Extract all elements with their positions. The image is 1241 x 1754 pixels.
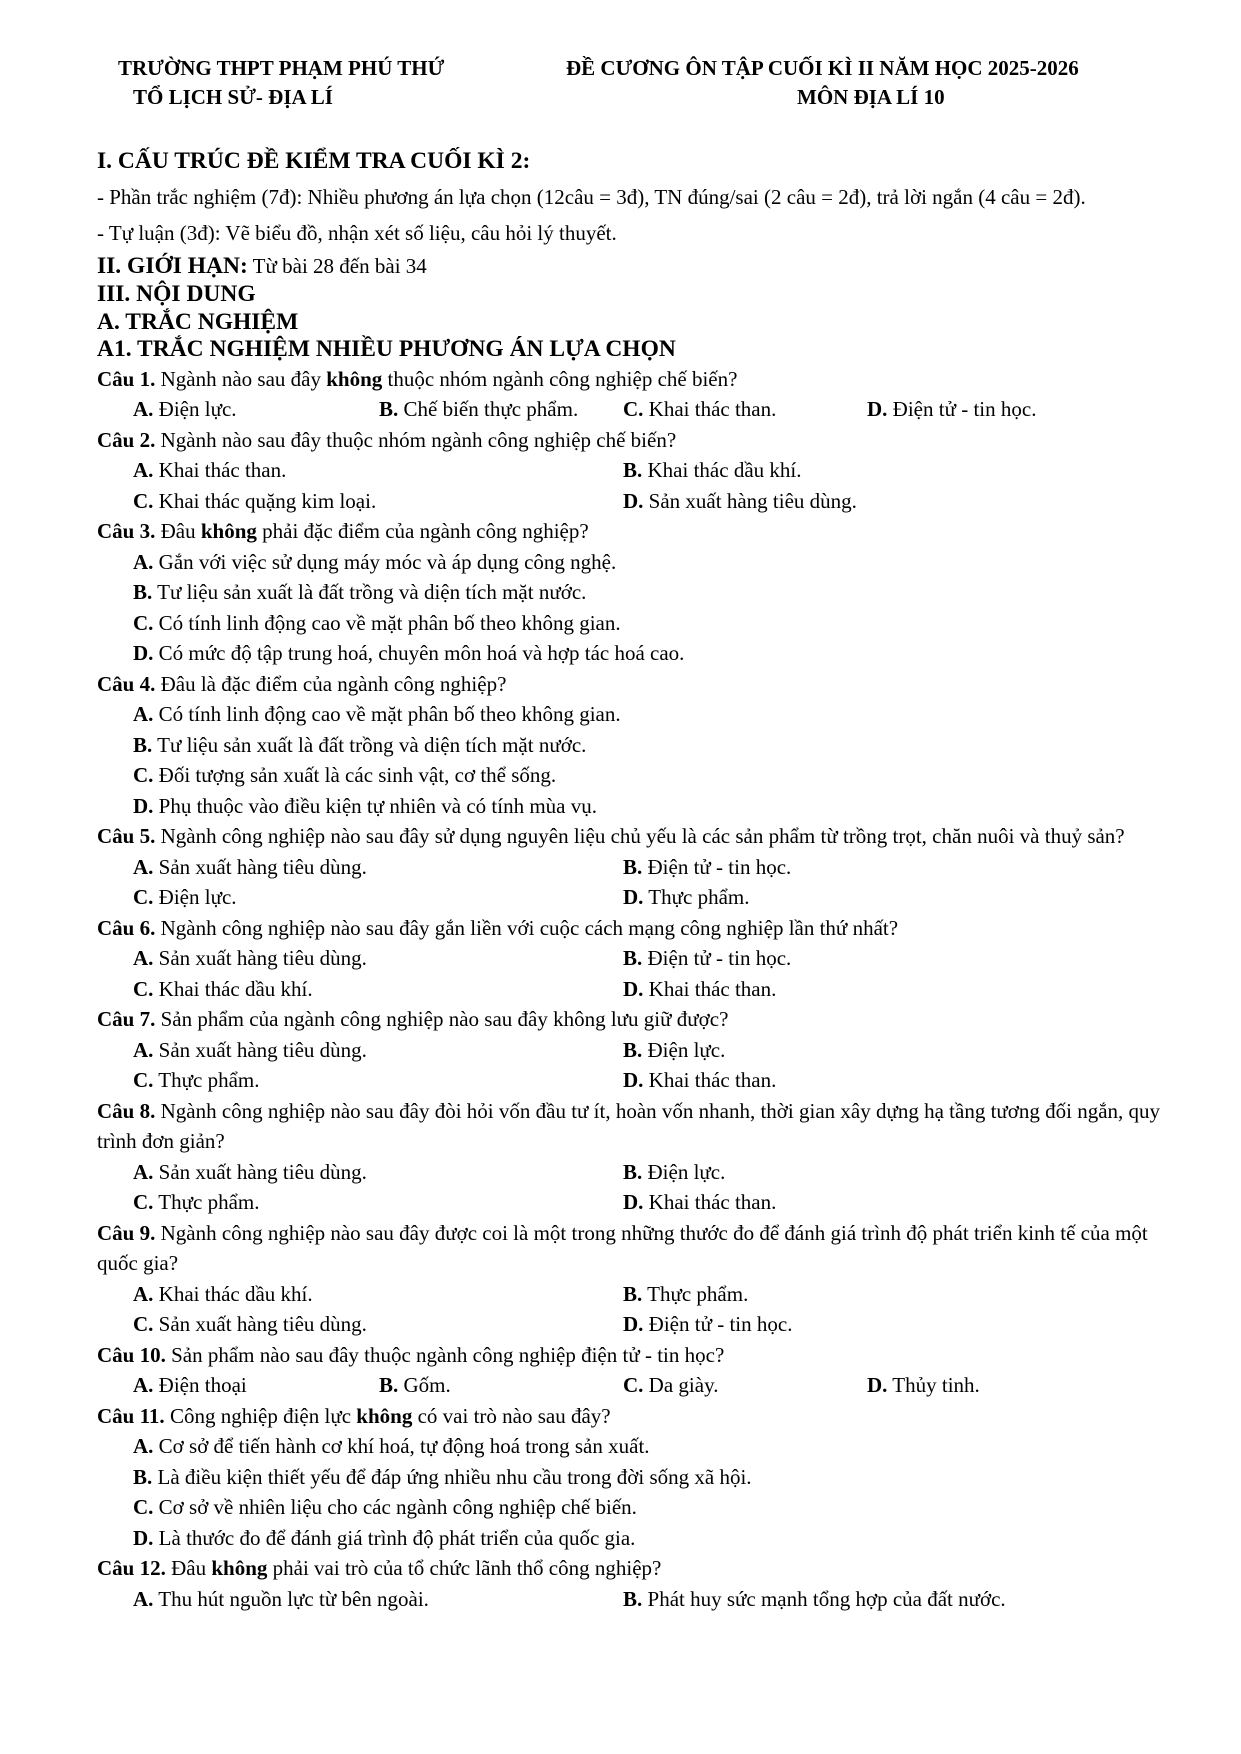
option-row — [97, 852, 1177, 883]
option-row — [97, 394, 1177, 425]
answer-option — [133, 974, 313, 1005]
option-row — [97, 1279, 1177, 1310]
option-text: Điện lực. — [153, 397, 237, 421]
limit-line — [97, 251, 1177, 282]
option-label: A. — [133, 1434, 154, 1458]
option-label: D. — [623, 1190, 644, 1214]
option-label: A. — [133, 1281, 154, 1306]
option-row — [97, 1065, 1177, 1096]
document-body — [97, 146, 1177, 1614]
option-text: Thực phẩm. — [153, 1068, 260, 1092]
answer-option — [379, 1370, 451, 1401]
option-label: B. — [133, 1464, 153, 1489]
school-name: TRƯỜNG THPT PHẠM PHÚ THỨ — [118, 56, 445, 80]
answer-option — [623, 1279, 748, 1310]
option-label: D. — [623, 1312, 644, 1336]
option-label: C. — [133, 976, 154, 1001]
option-text: Có tính linh động cao về mặt phân bố theo không gian. — [153, 702, 621, 726]
option-label: B. — [623, 854, 643, 879]
section-heading: III. NỘI DUNG — [97, 281, 256, 307]
option-label: D. — [133, 641, 154, 665]
option-text: Thủy tinh. — [887, 1373, 980, 1397]
option-label: A. — [133, 549, 154, 574]
question-text: Ngành công nghiệp nào sau đây đòi hỏi vốn đầu tư ít, hoàn vốn nhanh, thời gian xây dựng hạ tầng tương đối ngắn, quy trình đơn giản? — [97, 1098, 1161, 1153]
answer-option — [133, 1035, 367, 1066]
option-label: A. — [133, 702, 154, 726]
question-9 — [97, 1218, 1177, 1279]
answer-option — [133, 1279, 313, 1310]
option-label: B. — [623, 1037, 643, 1062]
option-text: Khai thác than. — [153, 458, 287, 482]
question-text: Đâu là đặc điểm của ngành công nghiệp? — [155, 671, 507, 696]
answer-option — [867, 1370, 980, 1401]
question-text: Ngành công nghiệp nào sau đây được coi là một trong những thước đo để đánh giá trình độ phát triển kinh tế của một quốc gia? — [97, 1220, 1148, 1275]
option-text: Sản xuất hàng tiêu dùng. — [153, 1037, 367, 1062]
question-text: phải đặc điểm của ngành công nghiệp? — [256, 519, 589, 543]
option-label: D. — [133, 793, 154, 818]
answer-option — [623, 1584, 1006, 1615]
question-1 — [97, 364, 1177, 395]
question-text: Ngành nào sau đây thuộc nhóm ngành công nghiệp chế biến? — [155, 427, 677, 452]
answer-option — [97, 1492, 1177, 1523]
answer-option — [623, 1035, 725, 1066]
option-row — [97, 1523, 1177, 1554]
option-row — [97, 1035, 1177, 1066]
option-label: C. — [133, 1190, 154, 1214]
answer-option — [133, 1065, 259, 1096]
question-text: không — [211, 1556, 268, 1580]
option-label: A. — [133, 946, 154, 970]
question-11 — [97, 1401, 1177, 1432]
option-label: A. — [133, 854, 154, 879]
option-text: Thu hút nguồn lực từ bên ngoài. — [153, 1586, 429, 1611]
option-text: Thực phẩm. — [643, 885, 750, 909]
option-text: Cơ sở về nhiên liệu cho các ngành công nghiệp chế biến. — [153, 1495, 637, 1519]
option-label: C. — [623, 397, 644, 421]
question-number: Câu 1. — [97, 366, 156, 391]
question-7 — [97, 1004, 1177, 1035]
option-text: Sản xuất hàng tiêu dùng. — [153, 1159, 367, 1184]
option-text: Điện tử - tin học. — [643, 1312, 793, 1336]
option-text: Gắn với việc sử dụng máy móc và áp dụng công nghệ. — [153, 549, 617, 574]
option-label: A. — [133, 1159, 154, 1184]
answer-option — [133, 1584, 429, 1615]
answer-option — [133, 1157, 367, 1188]
answer-option — [133, 394, 237, 425]
option-text: Chế biến thực phẩm. — [398, 397, 579, 421]
option-row — [97, 547, 1177, 578]
option-row — [97, 1492, 1177, 1523]
section-heading: A1. TRẮC NGHIỆM NHIỀU PHƯƠNG ÁN LỰA CHỌN — [97, 336, 676, 362]
option-label: D. — [623, 976, 644, 1001]
option-label: B. — [623, 458, 643, 482]
option-text: Sản xuất hàng tiêu dùng. — [153, 946, 367, 970]
limit-text: Từ bài 28 đến bài 34 — [247, 253, 427, 278]
question-2 — [97, 425, 1177, 456]
answer-option — [97, 760, 1177, 791]
option-label: B. — [133, 580, 153, 604]
option-text: Tư liệu sản xuất là đất trồng và diện tích mặt nước. — [152, 580, 587, 604]
structure-line-2: - Tự luận (3đ): Vẽ biểu đồ, nhận xét số liệu, câu hỏi lý thuyết. — [97, 221, 617, 245]
answer-option — [97, 699, 1177, 730]
option-row — [97, 1157, 1177, 1188]
option-label: B. — [623, 946, 643, 970]
question-number: Câu 10. — [97, 1342, 166, 1367]
answer-option — [623, 974, 776, 1005]
option-text: Khai thác dầu khí. — [642, 458, 802, 482]
option-text: Sản xuất hàng tiêu dùng. — [643, 488, 857, 513]
answer-option — [133, 486, 376, 517]
option-label: C. — [623, 1373, 644, 1397]
option-row — [97, 638, 1177, 669]
question-text: Đâu — [155, 519, 201, 543]
option-row — [97, 1584, 1177, 1615]
option-row — [97, 974, 1177, 1005]
option-text: Điện lực. — [642, 1159, 726, 1184]
option-text: Thực phẩm. — [642, 1281, 749, 1306]
option-text: Điện thoại — [153, 1373, 247, 1397]
question-5 — [97, 821, 1177, 852]
option-label: A. — [133, 1586, 154, 1611]
option-label: B. — [623, 1159, 643, 1184]
question-4 — [97, 669, 1177, 700]
question-8 — [97, 1096, 1177, 1157]
question-number: Câu 6. — [97, 915, 156, 940]
option-text: Điện lực. — [642, 1037, 726, 1062]
answer-option — [97, 638, 1177, 669]
question-text: không — [200, 519, 257, 543]
option-text: Thực phẩm. — [153, 1190, 260, 1214]
department-name: TỔ LỊCH SỬ- ĐỊA LÍ — [133, 85, 333, 109]
option-row — [97, 486, 1177, 517]
subject-name: MÔN ĐỊA LÍ 10 — [797, 85, 945, 109]
question-number: Câu 11. — [97, 1403, 165, 1428]
question-number: Câu 3. — [97, 519, 156, 543]
option-text: Gốm. — [398, 1373, 451, 1397]
option-row — [97, 882, 1177, 913]
question-3 — [97, 516, 1177, 547]
question-12 — [97, 1553, 1177, 1584]
option-row — [97, 1462, 1177, 1493]
option-row — [97, 760, 1177, 791]
answer-option — [133, 1309, 367, 1340]
option-label: D. — [867, 397, 888, 421]
option-label: A. — [133, 1373, 154, 1397]
option-text: Phụ thuộc vào điều kiện tự nhiên và có tính mùa vụ. — [153, 793, 597, 818]
option-label: D. — [623, 488, 644, 513]
option-text: Sản xuất hàng tiêu dùng. — [153, 854, 367, 879]
option-text: Đối tượng sản xuất là các sinh vật, cơ thể sống. — [153, 763, 557, 787]
option-text: Khai thác quặng kim loại. — [153, 488, 377, 513]
option-row — [97, 455, 1177, 486]
option-label: A. — [133, 458, 154, 482]
question-text: không — [356, 1403, 413, 1428]
option-label: D. — [133, 1525, 154, 1550]
option-text: Khai thác than. — [643, 1068, 777, 1092]
option-label: C. — [133, 885, 154, 909]
question-text: có vai trò nào sau đây? — [412, 1403, 611, 1428]
structure-line-1: - Phần trắc nghiệm (7đ): Nhiều phương án lựa chọn (12câu = 3đ), TN đúng/sai (2 câu = 2đ), trả lời ngắn (4 câu = 2đ). — [97, 185, 1086, 209]
option-text: Có mức độ tập trung hoá, chuyên môn hoá và hợp tác hoá cao. — [153, 641, 685, 665]
answer-option — [97, 730, 1177, 761]
answer-option — [133, 882, 237, 913]
option-label: A. — [133, 397, 154, 421]
answer-option — [133, 852, 367, 883]
option-text: Có tính linh động cao về mặt phân bố theo không gian. — [153, 610, 621, 635]
option-text: Là thước đo để đánh giá trình độ phát triển của quốc gia. — [153, 1525, 636, 1550]
option-text: Điện tử - tin học. — [642, 946, 792, 970]
option-label: B. — [133, 732, 153, 757]
option-row — [97, 1309, 1177, 1340]
answer-option — [133, 943, 367, 974]
section-heading: II. GIỚI HẠN: — [97, 252, 248, 279]
answer-option — [133, 1370, 247, 1401]
answer-option — [97, 1431, 1177, 1462]
option-text: Điện tử - tin học. — [887, 397, 1037, 421]
option-label: D. — [623, 885, 644, 909]
question-text: Sản phẩm của ngành công nghiệp nào sau đây không lưu giữ được? — [155, 1007, 729, 1031]
answer-option — [623, 1065, 776, 1096]
option-text: Cơ sở để tiến hành cơ khí hoá, tự động hoá trong sản xuất. — [153, 1434, 650, 1458]
question-number: Câu 2. — [97, 427, 156, 452]
option-row — [97, 577, 1177, 608]
question-text: Ngành công nghiệp nào sau đây gắn liền với cuộc cách mạng công nghiệp lần thứ nhất? — [155, 915, 899, 940]
document-title: ĐỀ CƯƠNG ÔN TẬP CUỐI KÌ II NĂM HỌC 2025-2026 — [566, 56, 1079, 80]
answer-option — [623, 1187, 776, 1218]
question-number: Câu 7. — [97, 1007, 156, 1031]
option-label: A. — [133, 1037, 154, 1062]
answer-option — [97, 791, 1177, 822]
answer-option — [623, 882, 749, 913]
option-label: C. — [133, 1495, 154, 1519]
option-label: B. — [379, 1373, 399, 1397]
question-number: Câu 5. — [97, 824, 156, 848]
option-label: B. — [623, 1281, 643, 1306]
option-row — [97, 608, 1177, 639]
option-row — [97, 791, 1177, 822]
answer-option — [623, 455, 801, 486]
answer-option — [133, 1187, 259, 1218]
section-heading: I. CẤU TRÚC ĐỀ KIỂM TRA CUỐI KÌ 2: — [97, 148, 531, 174]
question-list — [97, 364, 1177, 1615]
option-text: Da giày. — [643, 1373, 719, 1397]
option-row — [97, 730, 1177, 761]
question-text: Ngành công nghiệp nào sau đây sử dụng nguyên liệu chủ yếu là các sản phẩm từ trồng trọt, chăn nuôi và thuỷ sản? — [155, 824, 1125, 848]
answer-option — [623, 852, 791, 883]
answer-option — [623, 1309, 792, 1340]
option-text: Khai thác than. — [643, 976, 777, 1001]
option-text: Khai thác than. — [643, 1190, 777, 1214]
option-text: Khai thác than. — [643, 397, 777, 421]
question-text: Sản phẩm nào sau đây thuộc ngành công nghiệp điện tử - tin học? — [165, 1342, 725, 1367]
option-label: D. — [623, 1068, 644, 1092]
option-label: C. — [133, 1068, 154, 1092]
question-text: không — [326, 366, 383, 391]
option-row — [97, 1431, 1177, 1462]
answer-option — [623, 394, 776, 425]
option-text: Tư liệu sản xuất là đất trồng và diện tích mặt nước. — [152, 732, 587, 757]
answer-option — [623, 943, 791, 974]
question-text: Đâu — [165, 1556, 212, 1580]
option-label: C. — [133, 488, 154, 513]
question-text: Công nghiệp điện lực — [164, 1403, 357, 1428]
option-label: C. — [133, 1312, 154, 1336]
option-row — [97, 699, 1177, 730]
option-text: Điện tử - tin học. — [642, 854, 792, 879]
option-text: Điện lực. — [153, 885, 237, 909]
question-6 — [97, 913, 1177, 944]
option-text: Phát huy sức mạnh tổng hợp của đất nước. — [642, 1586, 1006, 1611]
answer-option — [867, 394, 1036, 425]
option-row — [97, 943, 1177, 974]
answer-option — [623, 486, 857, 517]
option-text: Sản xuất hàng tiêu dùng. — [153, 1312, 367, 1336]
option-row — [97, 1187, 1177, 1218]
option-text: Khai thác dầu khí. — [153, 976, 313, 1001]
option-text: Khai thác dầu khí. — [153, 1281, 313, 1306]
question-number: Câu 9. — [97, 1220, 156, 1245]
question-text: phải vai trò của tổ chức lãnh thổ công nghiệp? — [267, 1556, 662, 1580]
option-row — [97, 1370, 1177, 1401]
answer-option — [133, 455, 286, 486]
option-text: Là điều kiện thiết yếu để đáp ứng nhiều nhu cầu trong đời sống xã hội. — [152, 1464, 752, 1489]
section-heading: A. TRẮC NGHIỆM — [97, 308, 299, 335]
answer-option — [97, 608, 1177, 639]
question-number: Câu 12. — [97, 1556, 166, 1580]
answer-option — [623, 1157, 725, 1188]
question-text: thuộc nhóm ngành công nghiệp chế biến? — [382, 366, 738, 391]
answer-option — [379, 394, 578, 425]
answer-option — [97, 547, 1177, 578]
option-label: D. — [867, 1373, 888, 1397]
answer-option — [97, 577, 1177, 608]
question-number: Câu 8. — [97, 1098, 156, 1123]
question-number: Câu 4. — [97, 671, 156, 696]
option-label: C. — [133, 610, 154, 635]
option-label: B. — [623, 1586, 643, 1611]
option-label: C. — [133, 763, 154, 787]
option-label: B. — [379, 397, 399, 421]
answer-option — [97, 1523, 1177, 1554]
answer-option — [623, 1370, 718, 1401]
answer-option — [97, 1462, 1177, 1493]
question-text: Ngành nào sau đây — [155, 366, 327, 391]
question-10 — [97, 1340, 1177, 1371]
